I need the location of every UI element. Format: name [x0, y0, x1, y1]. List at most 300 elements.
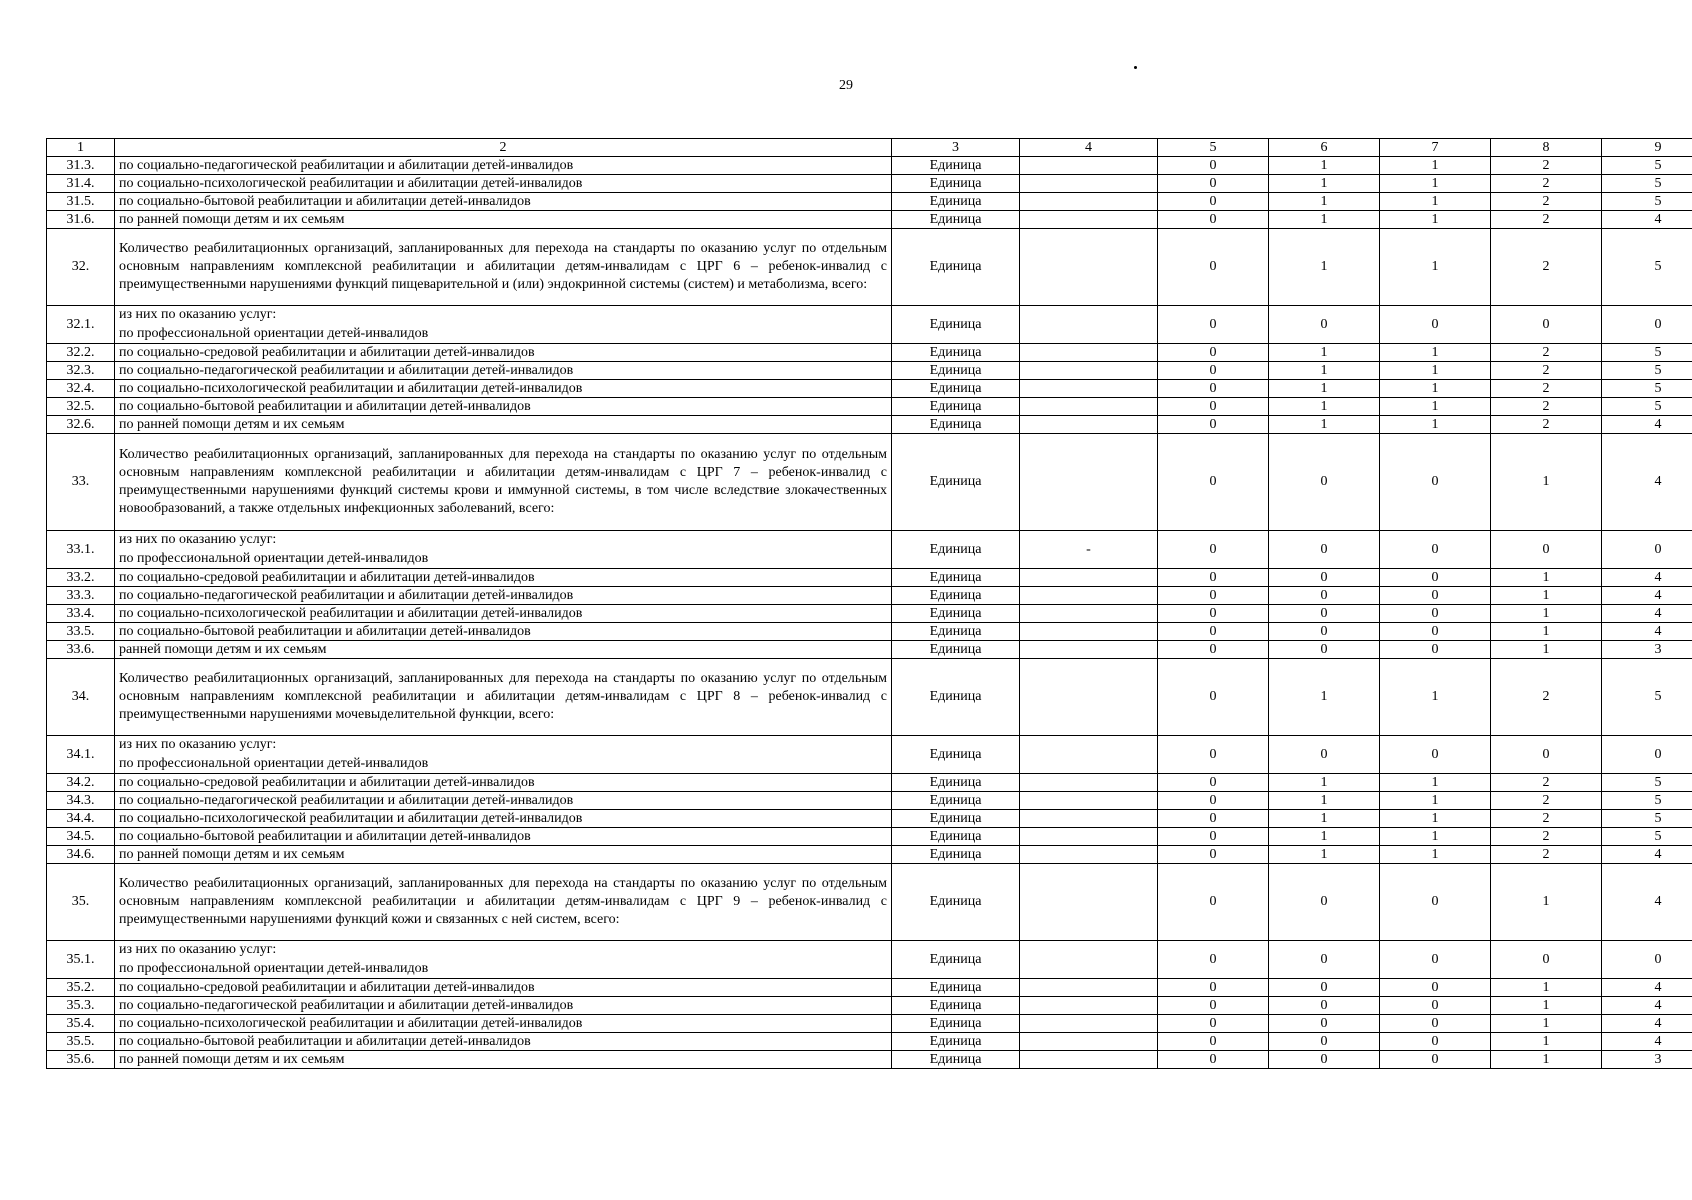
- row-number-cell: 35.2.: [47, 979, 115, 997]
- row-description-cell: ранней помощи детям и их семьям: [115, 641, 892, 659]
- header-cell: 6: [1269, 139, 1380, 157]
- row-number-cell: 33.1.: [47, 531, 115, 569]
- plan-table: [46, 138, 1692, 1069]
- value-cell: 2: [1491, 810, 1602, 828]
- value-cell: 2: [1491, 211, 1602, 229]
- table-row: [47, 941, 1692, 979]
- value-cell: 4: [1602, 416, 1692, 434]
- row-description-cell: Количество реабилитационных организаций, запланированных для перехода на стандарты по оказанию услуг по отдельным основным направлениям комплексной реабилитации и абилитации детям-инвалидам с ЦРГ 6 – ребенок-инвалид с преимущественными нарушениями функций пищеварительной и (или) эндокринной системы (систем) и метаболизма, всего:: [115, 229, 892, 306]
- unit-cell: Единица: [892, 792, 1020, 810]
- value-cell: 4: [1602, 997, 1692, 1015]
- row-number-cell: 34.3.: [47, 792, 115, 810]
- table-row: [47, 344, 1692, 362]
- value-cell: 0: [1491, 736, 1602, 774]
- value-cell: 5: [1602, 344, 1692, 362]
- value-cell: 1: [1269, 380, 1380, 398]
- row-number-cell: 35.6.: [47, 1051, 115, 1069]
- value-cell: 1: [1380, 398, 1491, 416]
- table-row: [47, 211, 1692, 229]
- table-row: [47, 810, 1692, 828]
- column-4-cell: [1020, 229, 1158, 306]
- column-4-cell: [1020, 587, 1158, 605]
- value-cell: 1: [1380, 229, 1491, 306]
- table-row: [47, 587, 1692, 605]
- header-row: [47, 139, 1692, 157]
- unit-cell: Единица: [892, 380, 1020, 398]
- row-number-cell: 31.3.: [47, 157, 115, 175]
- value-cell: 1: [1269, 659, 1380, 736]
- row-number-cell: 34.: [47, 659, 115, 736]
- row-description-cell: из них по оказанию услуг: по профессиональной ориентации детей-инвалидов: [115, 941, 892, 979]
- column-4-cell: [1020, 434, 1158, 531]
- value-cell: 0: [1380, 587, 1491, 605]
- value-cell: 0: [1602, 531, 1692, 569]
- value-cell: 1: [1269, 792, 1380, 810]
- value-cell: 4: [1602, 605, 1692, 623]
- column-4-cell: [1020, 828, 1158, 846]
- value-cell: 0: [1380, 641, 1491, 659]
- column-4-cell: [1020, 157, 1158, 175]
- value-cell: 0: [1158, 774, 1269, 792]
- unit-cell: Единица: [892, 587, 1020, 605]
- value-cell: 1: [1491, 979, 1602, 997]
- table-row: [47, 1051, 1692, 1069]
- value-cell: 0: [1158, 531, 1269, 569]
- value-cell: 5: [1602, 193, 1692, 211]
- row-number-cell: 35.3.: [47, 997, 115, 1015]
- table-row: [47, 864, 1692, 941]
- value-cell: 5: [1602, 175, 1692, 193]
- value-cell: 0: [1158, 434, 1269, 531]
- row-description-cell: Количество реабилитационных организаций, запланированных для перехода на стандарты по оказанию услуг по отдельным основным направлениям комплексной реабилитации и абилитации детям-инвалидам с ЦРГ 9 – ребенок-инвалид с преимущественными нарушениями функций кожи и связанных с ней систем, всего:: [115, 864, 892, 941]
- column-4-cell: [1020, 864, 1158, 941]
- value-cell: 0: [1602, 736, 1692, 774]
- value-cell: 0: [1269, 1033, 1380, 1051]
- row-description-cell: по социально-психологической реабилитации и абилитации детей-инвалидов: [115, 810, 892, 828]
- row-number-cell: 31.5.: [47, 193, 115, 211]
- value-cell: 1: [1269, 229, 1380, 306]
- value-cell: 0: [1158, 736, 1269, 774]
- row-number-cell: 33.5.: [47, 623, 115, 641]
- row-description-cell: по социально-бытовой реабилитации и абилитации детей-инвалидов: [115, 1033, 892, 1051]
- value-cell: 0: [1380, 997, 1491, 1015]
- row-number-cell: 35.5.: [47, 1033, 115, 1051]
- column-4-cell: [1020, 193, 1158, 211]
- value-cell: 5: [1602, 792, 1692, 810]
- value-cell: 0: [1380, 1033, 1491, 1051]
- value-cell: 0: [1380, 306, 1491, 344]
- header-cell: 1: [47, 139, 115, 157]
- row-description-cell: из них по оказанию услуг: по профессиональной ориентации детей-инвалидов: [115, 306, 892, 344]
- row-description-cell: по социально-бытовой реабилитации и абилитации детей-инвалидов: [115, 398, 892, 416]
- column-4-cell: [1020, 605, 1158, 623]
- value-cell: 5: [1602, 398, 1692, 416]
- value-cell: 2: [1491, 344, 1602, 362]
- value-cell: 5: [1602, 380, 1692, 398]
- row-description-cell: по социально-педагогической реабилитации и абилитации детей-инвалидов: [115, 792, 892, 810]
- value-cell: 4: [1602, 569, 1692, 587]
- value-cell: 0: [1602, 941, 1692, 979]
- table-row: [47, 979, 1692, 997]
- value-cell: 0: [1269, 623, 1380, 641]
- value-cell: 0: [1269, 587, 1380, 605]
- value-cell: 1: [1491, 569, 1602, 587]
- value-cell: 1: [1491, 1015, 1602, 1033]
- row-description-cell: по социально-бытовой реабилитации и абилитации детей-инвалидов: [115, 623, 892, 641]
- table-row: [47, 569, 1692, 587]
- value-cell: 0: [1491, 941, 1602, 979]
- unit-cell: Единица: [892, 997, 1020, 1015]
- value-cell: 0: [1380, 623, 1491, 641]
- table-row: [47, 828, 1692, 846]
- column-4-cell: -: [1020, 531, 1158, 569]
- value-cell: 0: [1269, 864, 1380, 941]
- unit-cell: Единица: [892, 398, 1020, 416]
- column-4-cell: [1020, 380, 1158, 398]
- value-cell: 1: [1269, 362, 1380, 380]
- value-cell: 1: [1269, 774, 1380, 792]
- value-cell: 1: [1491, 587, 1602, 605]
- value-cell: 0: [1269, 641, 1380, 659]
- value-cell: 0: [1158, 306, 1269, 344]
- value-cell: 0: [1158, 587, 1269, 605]
- row-number-cell: 32.5.: [47, 398, 115, 416]
- header-cell: 7: [1380, 139, 1491, 157]
- value-cell: 1: [1380, 193, 1491, 211]
- value-cell: 0: [1158, 605, 1269, 623]
- table-row: [47, 736, 1692, 774]
- value-cell: 1: [1491, 864, 1602, 941]
- header-cell: 4: [1020, 139, 1158, 157]
- unit-cell: Единица: [892, 229, 1020, 306]
- value-cell: 4: [1602, 1015, 1692, 1033]
- unit-cell: Единица: [892, 623, 1020, 641]
- column-4-cell: [1020, 344, 1158, 362]
- row-description-cell: из них по оказанию услуг: по профессиональной ориентации детей-инвалидов: [115, 736, 892, 774]
- table-row: [47, 193, 1692, 211]
- table-row: [47, 659, 1692, 736]
- value-cell: 1: [1491, 997, 1602, 1015]
- unit-cell: Единица: [892, 175, 1020, 193]
- value-cell: 1: [1380, 344, 1491, 362]
- value-cell: 0: [1269, 1051, 1380, 1069]
- column-4-cell: [1020, 211, 1158, 229]
- row-number-cell: 32.: [47, 229, 115, 306]
- value-cell: 0: [1269, 434, 1380, 531]
- column-4-cell: [1020, 810, 1158, 828]
- table-row: [47, 380, 1692, 398]
- value-cell: 1: [1380, 792, 1491, 810]
- row-description-cell: Количество реабилитационных организаций, запланированных для перехода на стандарты по оказанию услуг по отдельным основным направлениям комплексной реабилитации и абилитации детям-инвалидам с ЦРГ 7 – ребенок-инвалид с преимущественными нарушениями функций системы крови и иммунной системы, в том числе вследствие злокачественных новообразований, а также отдельных инфекционных заболеваний, всего:: [115, 434, 892, 531]
- table-row: [47, 398, 1692, 416]
- row-number-cell: 34.5.: [47, 828, 115, 846]
- table-body: [47, 157, 1692, 1069]
- row-number-cell: 33.2.: [47, 569, 115, 587]
- value-cell: 2: [1491, 659, 1602, 736]
- row-description-cell: по социально-педагогической реабилитации и абилитации детей-инвалидов: [115, 362, 892, 380]
- value-cell: 1: [1269, 211, 1380, 229]
- value-cell: 1: [1491, 434, 1602, 531]
- row-description-cell: по социально-психологической реабилитации и абилитации детей-инвалидов: [115, 605, 892, 623]
- value-cell: 0: [1269, 605, 1380, 623]
- value-cell: 0: [1158, 941, 1269, 979]
- value-cell: 0: [1269, 569, 1380, 587]
- value-cell: 1: [1269, 344, 1380, 362]
- value-cell: 1: [1269, 828, 1380, 846]
- value-cell: 1: [1380, 828, 1491, 846]
- page-number: 29: [839, 78, 853, 93]
- value-cell: 1: [1380, 362, 1491, 380]
- value-cell: 1: [1269, 846, 1380, 864]
- value-cell: 5: [1602, 828, 1692, 846]
- value-cell: 0: [1158, 641, 1269, 659]
- unit-cell: Единица: [892, 979, 1020, 997]
- row-number-cell: 31.6.: [47, 211, 115, 229]
- row-description-cell: по социально-средовой реабилитации и абилитации детей-инвалидов: [115, 774, 892, 792]
- column-4-cell: [1020, 774, 1158, 792]
- value-cell: 1: [1380, 659, 1491, 736]
- row-description-cell: по социально-бытовой реабилитации и абилитации детей-инвалидов: [115, 828, 892, 846]
- unit-cell: Единица: [892, 344, 1020, 362]
- column-4-cell: [1020, 659, 1158, 736]
- value-cell: 0: [1158, 211, 1269, 229]
- value-cell: 0: [1269, 306, 1380, 344]
- table-row: [47, 1015, 1692, 1033]
- value-cell: 2: [1491, 175, 1602, 193]
- row-description-cell: по социально-педагогической реабилитации и абилитации детей-инвалидов: [115, 157, 892, 175]
- header-cell: 9: [1602, 139, 1692, 157]
- value-cell: 3: [1602, 1051, 1692, 1069]
- row-number-cell: 34.1.: [47, 736, 115, 774]
- value-cell: 0: [1380, 941, 1491, 979]
- table-row: [47, 157, 1692, 175]
- table-row: [47, 416, 1692, 434]
- value-cell: 1: [1380, 380, 1491, 398]
- header-cell: 2: [115, 139, 892, 157]
- value-cell: 0: [1269, 1015, 1380, 1033]
- value-cell: 1: [1269, 157, 1380, 175]
- row-number-cell: 32.3.: [47, 362, 115, 380]
- unit-cell: Единица: [892, 531, 1020, 569]
- value-cell: 0: [1158, 864, 1269, 941]
- value-cell: 0: [1158, 979, 1269, 997]
- value-cell: 0: [1158, 1033, 1269, 1051]
- row-description-cell: по социально-психологической реабилитации и абилитации детей-инвалидов: [115, 380, 892, 398]
- value-cell: 1: [1380, 846, 1491, 864]
- header-cell: 5: [1158, 139, 1269, 157]
- row-number-cell: 32.2.: [47, 344, 115, 362]
- table-row: [47, 605, 1692, 623]
- value-cell: 0: [1158, 344, 1269, 362]
- column-4-cell: [1020, 792, 1158, 810]
- column-4-cell: [1020, 846, 1158, 864]
- unit-cell: Единица: [892, 846, 1020, 864]
- row-description-cell: по социально-бытовой реабилитации и абилитации детей-инвалидов: [115, 193, 892, 211]
- value-cell: 1: [1380, 774, 1491, 792]
- table-row: [47, 623, 1692, 641]
- unit-cell: Единица: [892, 774, 1020, 792]
- value-cell: 0: [1491, 531, 1602, 569]
- value-cell: 2: [1491, 380, 1602, 398]
- scan-speck: [1134, 66, 1137, 69]
- value-cell: 5: [1602, 362, 1692, 380]
- value-cell: 2: [1491, 229, 1602, 306]
- value-cell: 2: [1491, 157, 1602, 175]
- value-cell: 0: [1158, 623, 1269, 641]
- row-description-cell: по социально-психологической реабилитации и абилитации детей-инвалидов: [115, 175, 892, 193]
- unit-cell: Единица: [892, 736, 1020, 774]
- value-cell: 1: [1491, 623, 1602, 641]
- column-4-cell: [1020, 1015, 1158, 1033]
- table-row: [47, 774, 1692, 792]
- value-cell: 1: [1380, 211, 1491, 229]
- row-description-cell: по ранней помощи детям и их семьям: [115, 846, 892, 864]
- value-cell: 1: [1380, 416, 1491, 434]
- value-cell: 4: [1602, 587, 1692, 605]
- row-number-cell: 32.1.: [47, 306, 115, 344]
- table-row: [47, 1033, 1692, 1051]
- value-cell: 0: [1269, 979, 1380, 997]
- value-cell: 0: [1158, 792, 1269, 810]
- value-cell: 2: [1491, 846, 1602, 864]
- column-4-cell: [1020, 416, 1158, 434]
- value-cell: 4: [1602, 1033, 1692, 1051]
- value-cell: 0: [1269, 997, 1380, 1015]
- value-cell: 1: [1491, 605, 1602, 623]
- value-cell: 0: [1380, 434, 1491, 531]
- value-cell: 0: [1158, 828, 1269, 846]
- value-cell: 1: [1491, 1051, 1602, 1069]
- row-description-cell: из них по оказанию услуг: по профессиональной ориентации детей-инвалидов: [115, 531, 892, 569]
- value-cell: 1: [1380, 810, 1491, 828]
- value-cell: 1: [1269, 398, 1380, 416]
- table-row: [47, 997, 1692, 1015]
- column-4-cell: [1020, 736, 1158, 774]
- unit-cell: Единица: [892, 828, 1020, 846]
- table-row: [47, 792, 1692, 810]
- table-row: [47, 362, 1692, 380]
- row-number-cell: 31.4.: [47, 175, 115, 193]
- value-cell: 0: [1269, 531, 1380, 569]
- unit-cell: Единица: [892, 810, 1020, 828]
- value-cell: 0: [1158, 157, 1269, 175]
- value-cell: 2: [1491, 398, 1602, 416]
- row-description-cell: по ранней помощи детям и их семьям: [115, 211, 892, 229]
- value-cell: 0: [1158, 846, 1269, 864]
- row-number-cell: 33.3.: [47, 587, 115, 605]
- value-cell: 5: [1602, 774, 1692, 792]
- value-cell: 0: [1158, 193, 1269, 211]
- table-row: [47, 846, 1692, 864]
- unit-cell: Единица: [892, 605, 1020, 623]
- value-cell: 0: [1158, 362, 1269, 380]
- row-description-cell: по социально-педагогической реабилитации и абилитации детей-инвалидов: [115, 587, 892, 605]
- value-cell: 0: [1380, 864, 1491, 941]
- value-cell: 1: [1380, 175, 1491, 193]
- row-description-cell: по социально-средовой реабилитации и абилитации детей-инвалидов: [115, 344, 892, 362]
- value-cell: 5: [1602, 157, 1692, 175]
- row-number-cell: 34.4.: [47, 810, 115, 828]
- value-cell: 0: [1158, 416, 1269, 434]
- column-4-cell: [1020, 1051, 1158, 1069]
- value-cell: 0: [1380, 531, 1491, 569]
- value-cell: 1: [1269, 193, 1380, 211]
- row-number-cell: 34.2.: [47, 774, 115, 792]
- value-cell: 0: [1491, 306, 1602, 344]
- unit-cell: Единица: [892, 362, 1020, 380]
- value-cell: 4: [1602, 434, 1692, 531]
- column-4-cell: [1020, 641, 1158, 659]
- column-4-cell: [1020, 623, 1158, 641]
- unit-cell: Единица: [892, 1015, 1020, 1033]
- table-row: [47, 306, 1692, 344]
- value-cell: 5: [1602, 659, 1692, 736]
- value-cell: 1: [1491, 1033, 1602, 1051]
- value-cell: 0: [1602, 306, 1692, 344]
- row-description-cell: по социально-средовой реабилитации и абилитации детей-инвалидов: [115, 979, 892, 997]
- row-number-cell: 33.6.: [47, 641, 115, 659]
- row-number-cell: 35.1.: [47, 941, 115, 979]
- table-row: [47, 229, 1692, 306]
- value-cell: 2: [1491, 416, 1602, 434]
- value-cell: 1: [1380, 157, 1491, 175]
- column-4-cell: [1020, 979, 1158, 997]
- value-cell: 0: [1158, 175, 1269, 193]
- row-number-cell: 32.6.: [47, 416, 115, 434]
- table-row: [47, 641, 1692, 659]
- unit-cell: Единица: [892, 211, 1020, 229]
- row-number-cell: 34.6.: [47, 846, 115, 864]
- row-description-cell: по социально-педагогической реабилитации и абилитации детей-инвалидов: [115, 997, 892, 1015]
- unit-cell: Единица: [892, 157, 1020, 175]
- unit-cell: Единица: [892, 641, 1020, 659]
- value-cell: 4: [1602, 623, 1692, 641]
- value-cell: 1: [1491, 641, 1602, 659]
- column-4-cell: [1020, 175, 1158, 193]
- column-4-cell: [1020, 941, 1158, 979]
- unit-cell: Единица: [892, 864, 1020, 941]
- value-cell: 0: [1380, 1051, 1491, 1069]
- column-4-cell: [1020, 569, 1158, 587]
- value-cell: 0: [1158, 659, 1269, 736]
- value-cell: 0: [1380, 736, 1491, 774]
- value-cell: 0: [1269, 736, 1380, 774]
- value-cell: 1: [1269, 416, 1380, 434]
- value-cell: 0: [1380, 979, 1491, 997]
- value-cell: 0: [1380, 569, 1491, 587]
- value-cell: 0: [1158, 380, 1269, 398]
- value-cell: 2: [1491, 828, 1602, 846]
- column-4-cell: [1020, 362, 1158, 380]
- value-cell: 5: [1602, 810, 1692, 828]
- unit-cell: Единица: [892, 1033, 1020, 1051]
- column-4-cell: [1020, 1033, 1158, 1051]
- row-number-cell: 33.4.: [47, 605, 115, 623]
- table-row: [47, 434, 1692, 531]
- table-row: [47, 531, 1692, 569]
- value-cell: 5: [1602, 229, 1692, 306]
- row-number-cell: 35.4.: [47, 1015, 115, 1033]
- column-4-cell: [1020, 997, 1158, 1015]
- value-cell: 4: [1602, 864, 1692, 941]
- unit-cell: Единица: [892, 193, 1020, 211]
- header-cell: 3: [892, 139, 1020, 157]
- value-cell: 2: [1491, 792, 1602, 810]
- row-number-cell: 33.: [47, 434, 115, 531]
- row-number-cell: 35.: [47, 864, 115, 941]
- value-cell: 4: [1602, 846, 1692, 864]
- column-4-cell: [1020, 306, 1158, 344]
